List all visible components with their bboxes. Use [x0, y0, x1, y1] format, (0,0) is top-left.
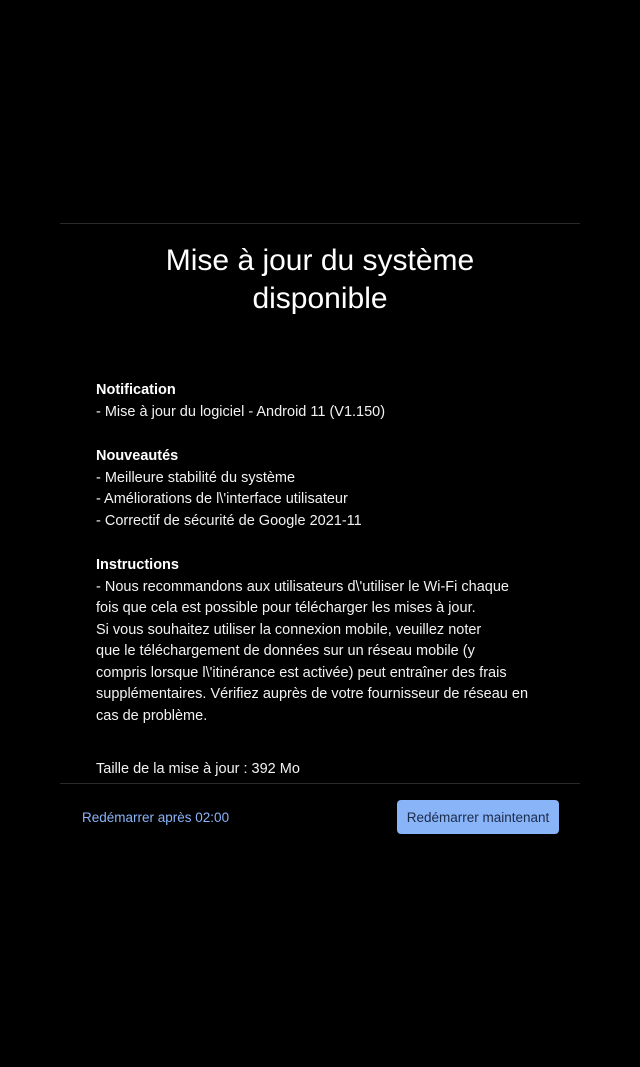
- update-size: Taille de la mise à jour : 392 Mo: [96, 761, 300, 777]
- instructions-line: fois que cela est possible pour télécharger les mises à jour.: [96, 600, 476, 616]
- instructions-line: supplémentaires. Vérifiez auprès de votre fournisseur de réseau en: [96, 686, 529, 702]
- instructions-heading: Instructions: [96, 557, 179, 573]
- bottom-divider: [60, 783, 580, 784]
- whats-new-heading: Nouveautés: [96, 448, 179, 464]
- dialog-title: [60, 224, 580, 318]
- notification-line: - Mise à jour du logiciel - Android 11 (V1.150): [96, 403, 386, 420]
- whats-new-line: - Améliorations de l\'interface utilisateur: [96, 491, 348, 507]
- dialog-content: [60, 380, 580, 781]
- instructions-line: - Nous recommandons aux utilisateurs d\'utiliser le Wi-Fi chaque: [96, 578, 509, 595]
- restart-now-button[interactable]: Redémarrer maintenant: [397, 800, 559, 834]
- restart-later-button[interactable]: Redémarrer après 02:00: [72, 804, 239, 832]
- update-dialog: [60, 223, 580, 781]
- whats-new-section: [96, 446, 560, 532]
- instructions-line: compris lorsque l\'itinérance est activée) peut entraîner des frais: [96, 664, 507, 681]
- notification-heading: Notification: [96, 382, 176, 398]
- instructions-line: Si vous souhaitez utiliser la connexion mobile, veuillez noter: [96, 621, 482, 638]
- dialog-title-line-1: Mise à jour du système: [165, 244, 475, 277]
- notification-section: [96, 380, 560, 423]
- instructions-line: cas de problème.: [96, 707, 208, 724]
- dialog-title-line-2: disponible: [252, 282, 388, 315]
- whats-new-line: - Meilleure stabilité du système: [96, 469, 296, 486]
- instructions-section: [96, 555, 560, 727]
- instructions-line: que le téléchargement de données sur un réseau mobile (y: [96, 643, 475, 659]
- whats-new-line: - Correctif de sécurité de Google 2021-11: [96, 512, 362, 529]
